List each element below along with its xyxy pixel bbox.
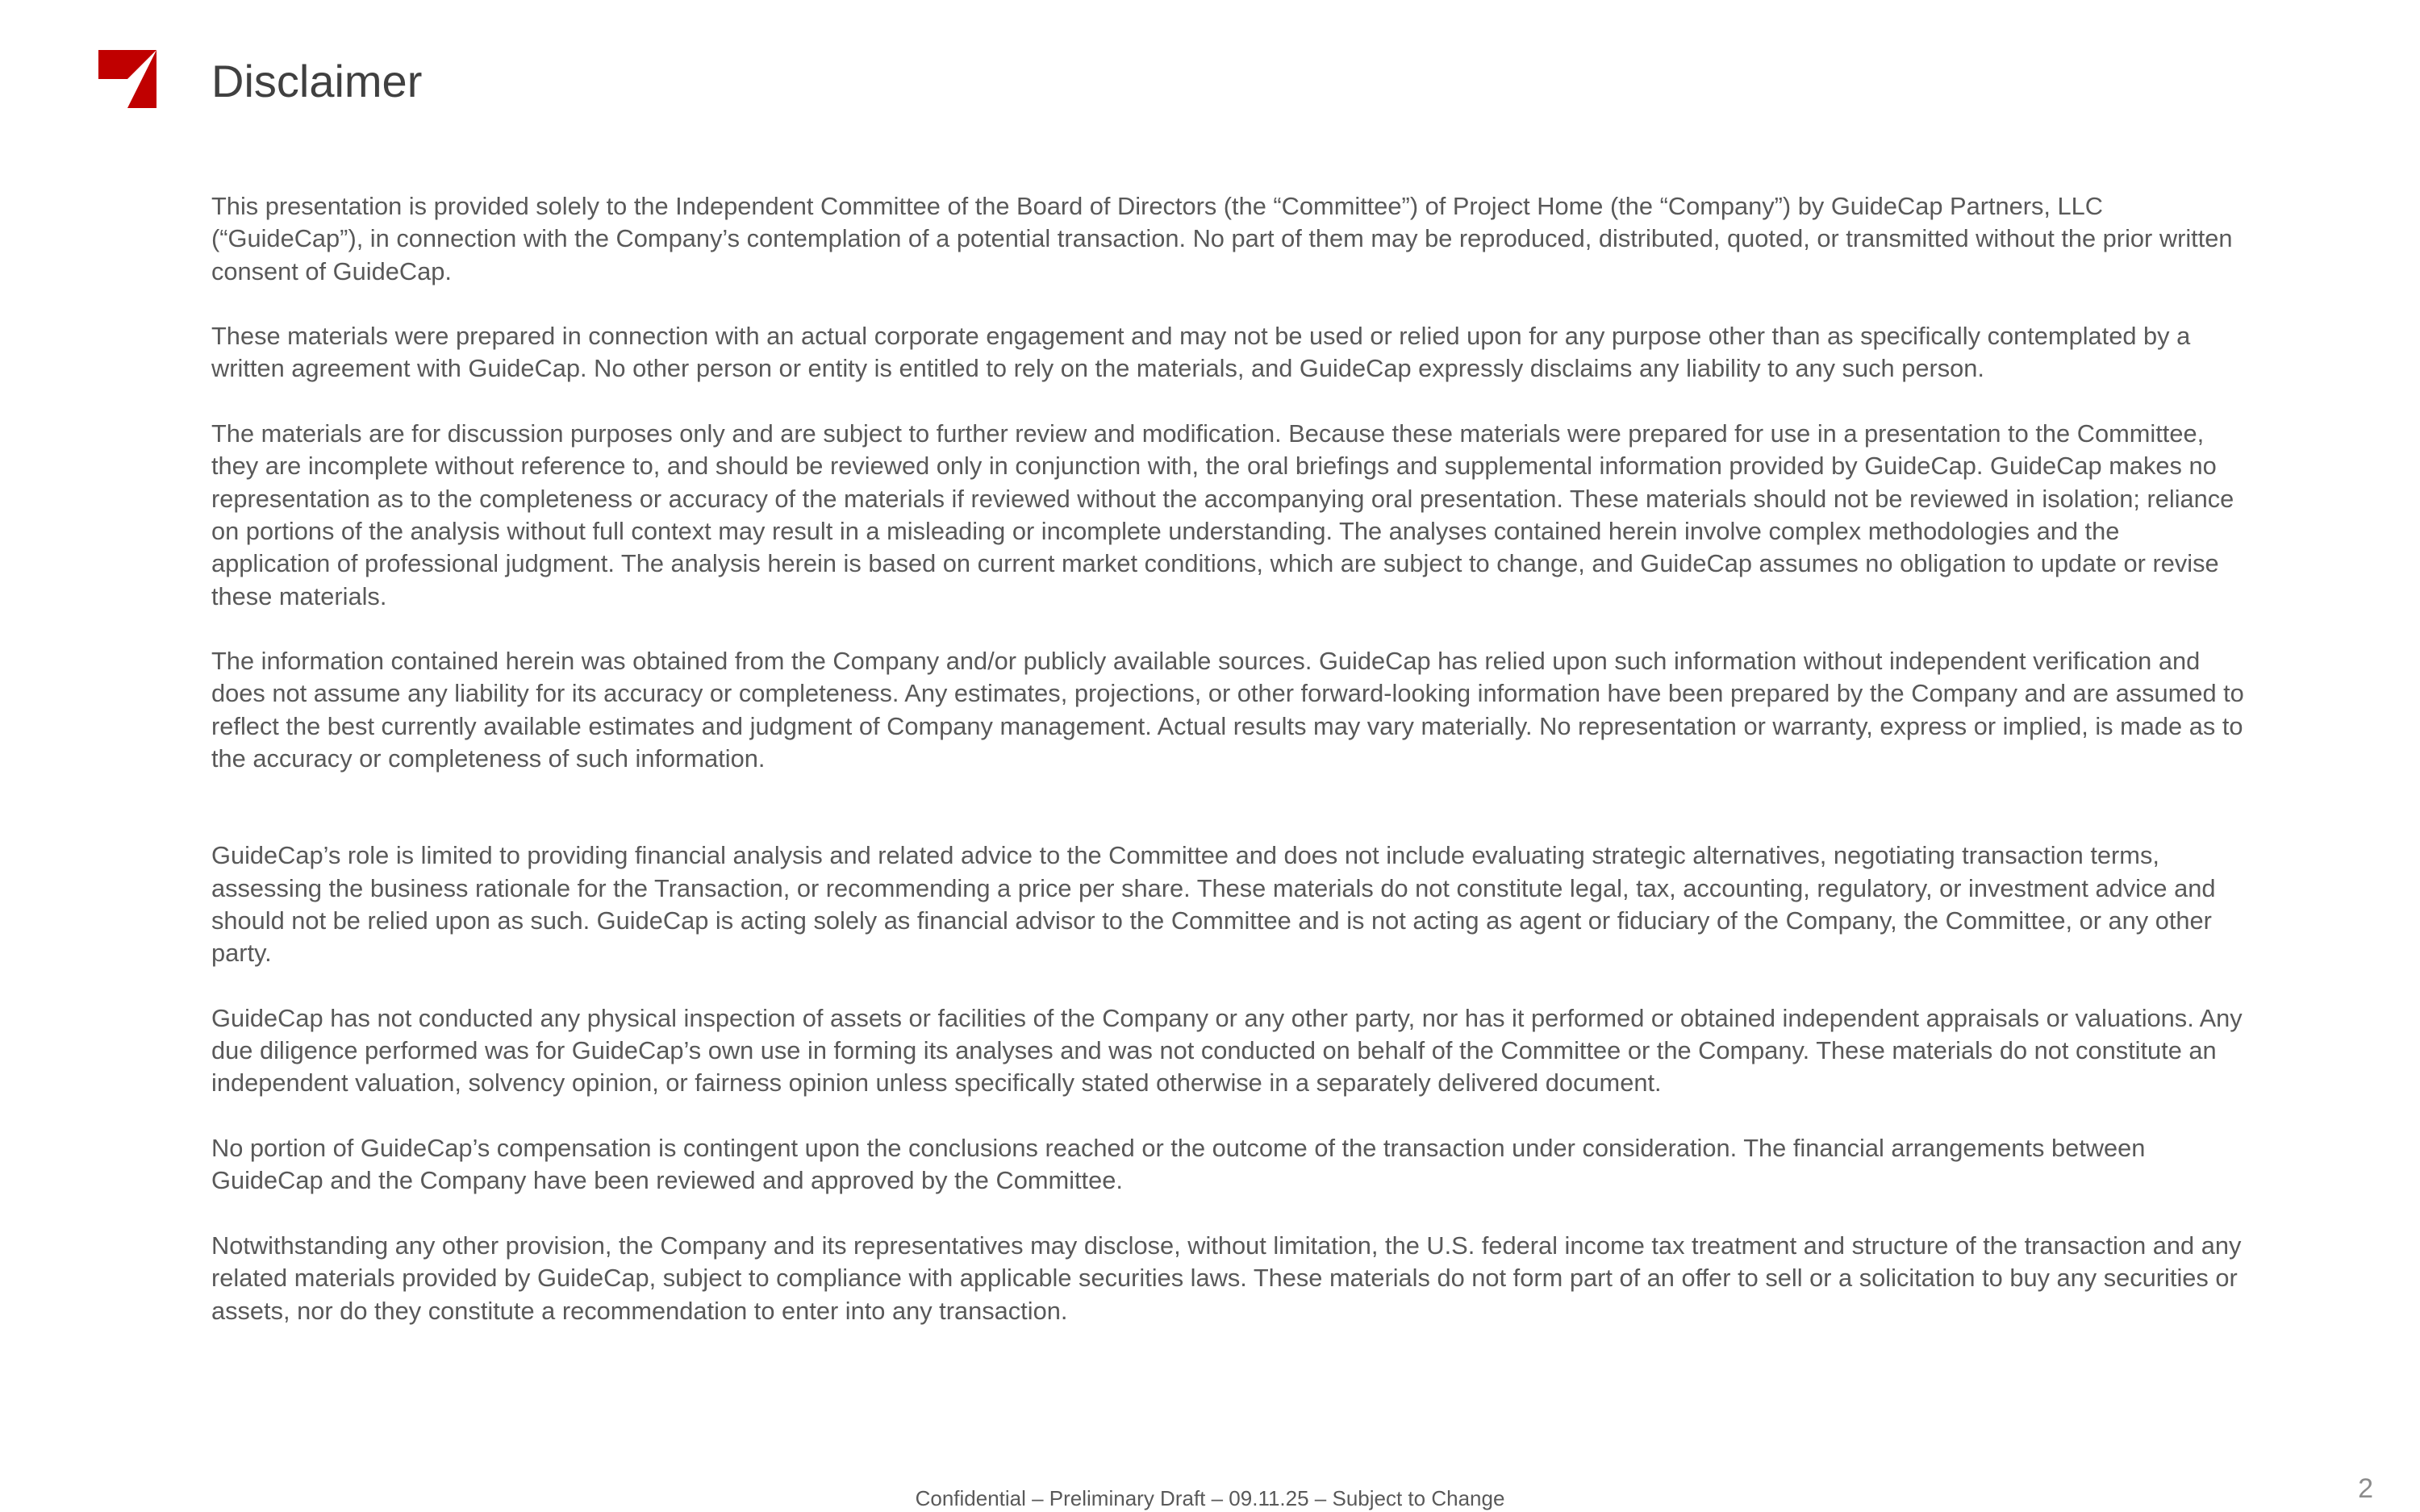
disclaimer-paragraph-4: The information contained herein was obtained from the Company and/or publicly available sources. GuideCap has relied upon such information without independent verification and does not assume any liability for its accuracy or completeness. Any estimates, projections, or other forward-looking information have been prepared by the Company and are assumed to reflect the best currently available estimates and judgment of Company management. Actual results may vary materially. No representation or warranty, express or implied, is made as to the accuracy or completeness of such information.: [211, 647, 2244, 773]
disclaimer-paragraph-2: These materials were prepared in connection with an actual corporate engagement and may not be used or relied upon for any purpose other than as specifically contemplated by a written agreement with GuideCap. No other person or entity is entitled to rely on the materials, and GuideCap expressly disclaims any liability to any such person.: [211, 322, 2191, 383]
guidecap-logo-icon: [98, 50, 156, 108]
disclaimer-paragraph-3: The materials are for discussion purposes only and are subject to further review and modification. Because these materials were prepared for use in a presentation to the Committee, they are incomplete without reference to, and should be reviewed only in conjunction with, the oral briefings and supplemental information provided by GuideCap. GuideCap makes no representation as to the completeness or accuracy of the materials if reviewed without the accompanying oral presentation. These materials should not be reviewed in isolation; reliance on portions of the analysis without full context may result in a misleading or incomplete understanding. The analyses contained herein involve complex methodologies and the application of professional judgment. The analysis herein is based on current market conditions, which are subject to change, and GuideCap assumes no obligation to update or revise these materials.: [211, 419, 2234, 610]
page-title: Disclaimer: [211, 56, 423, 106]
disclaimer-paragraph-7: No portion of GuideCap’s compensation is contingent upon the conclusions reached or the outcome of the transaction under consideration. The financial arrangements between GuideCap and the Company have been reviewed and approved by the Committee.: [211, 1134, 2146, 1195]
disclaimer-paragraph-6: GuideCap has not conducted any physical inspection of assets or facilities of the Company or any other party, nor has it performed or obtained independent appraisals or valuations. Any due diligence performed was for GuideCap’s own use in forming its analyses and was not conducted on behalf of the Committee or the Company. These materials do not constitute an independent valuation, solvency opinion, or fairness opinion unless specifically stated otherwise in a separately delivered document.: [211, 1003, 2243, 1098]
disclaimer-body: [211, 190, 2244, 1327]
page-number: 2: [2358, 1473, 2373, 1504]
disclaimer-paragraph-1: This presentation is provided solely to the Independent Committee of the Board of Directors (the “Committee”) of Project Home (the “Company”) by GuideCap Partners, LLC (“GuideCap”), in connection with the Company’s contemplation of a potential transaction. No part of them may be reproduced, distributed, quoted, or transmitted without the prior written consent of GuideCap.: [211, 192, 2233, 285]
logo-gap-shape: [98, 79, 127, 108]
disclaimer-paragraph-8: Notwithstanding any other provision, the Company and its representatives may disclose, without limitation, the U.S. federal income tax treatment and structure of the transaction and any related materials provided by GuideCap, subject to compliance with applicable securities laws. These materials do not form part of an offer to sell or a solicitation to buy any securities or assets, nor do they constitute a recommendation to enter into any transaction.: [211, 1231, 2242, 1325]
disclaimer-paragraph-5: GuideCap’s role is limited to providing financial analysis and related advice to the Committee and does not include evaluating strategic alternatives, negotiating transaction terms, assessing the business rationale for the Transaction, or recommending a price per share. These materials do not constitute legal, tax, accounting, regulatory, or investment advice and should not be relied upon as such. GuideCap is acting solely as financial advisor to the Committee and is not acting as agent or fiduciary of the Company, the Committee, or any other party.: [211, 841, 2216, 968]
footer-confidential-note: Confidential – Preliminary Draft – 09.11.25 – Subject to Change: [915, 1486, 1505, 1510]
